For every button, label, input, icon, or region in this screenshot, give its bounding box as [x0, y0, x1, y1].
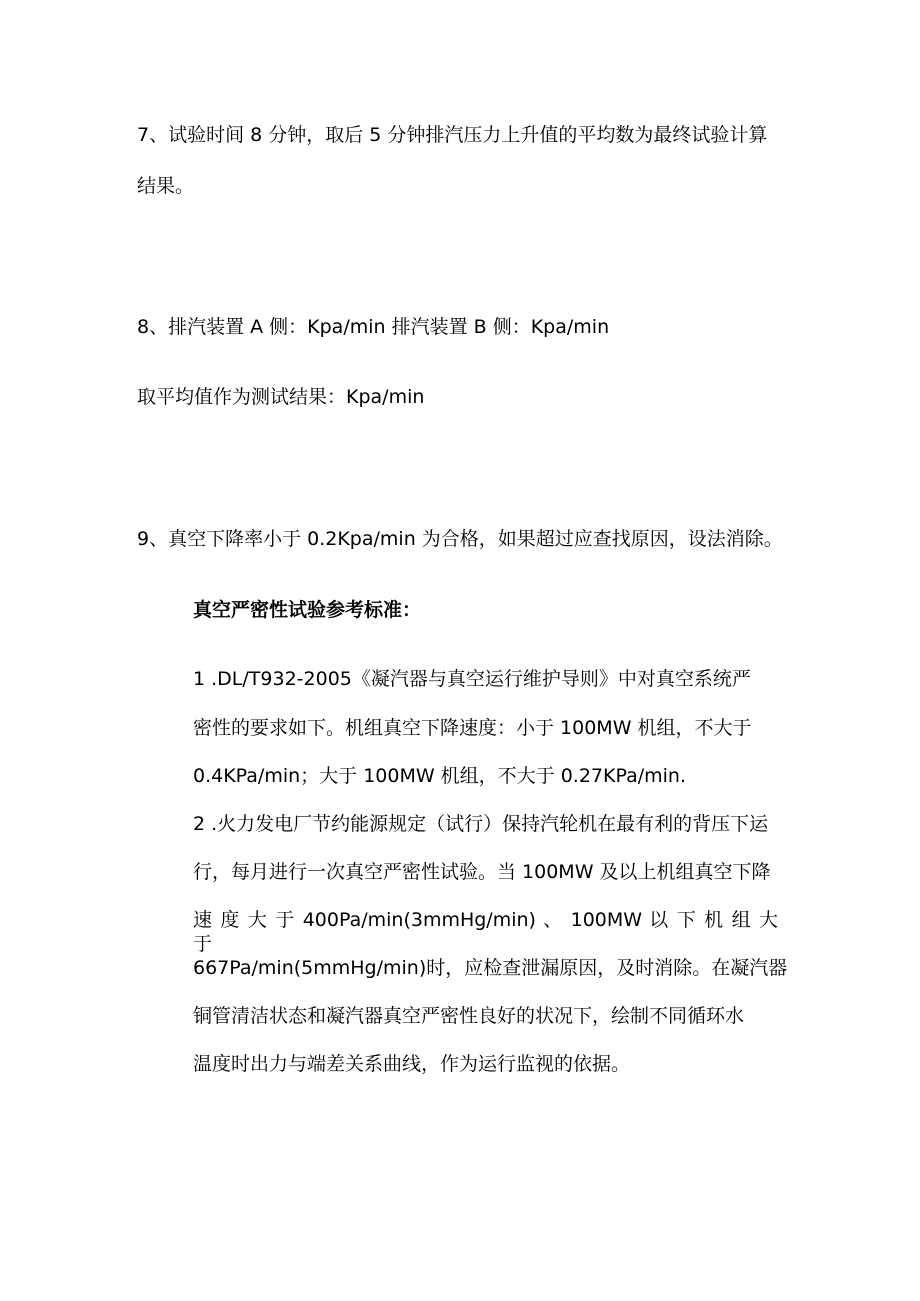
section-7-line-2: 结果。 — [137, 175, 195, 197]
reference-item-2-line-1: 2 .火力发电厂节约能源规定（试行）保持汽轮机在最有利的背压下运 — [193, 813, 769, 835]
reference-item-1-line-1: 1 .DL/T932-2005《凝汽器与真空运行维护导则》中对真空系统严 — [193, 668, 751, 690]
reference-item-2-line-6: 温度时出力与端差关系曲线，作为运行监视的依据。 — [193, 1053, 631, 1075]
section-8-line-2: 取平均值作为测试结果：Kpa/min — [137, 386, 425, 408]
reference-item-2-line-2: 行，每月进行一次真空严密性试验。当 100MW 及以上机组真空下降 — [193, 861, 771, 883]
section-8-line-1: 8、排汽装置 A 侧：Kpa/min 排汽装置 B 侧：Kpa/min — [137, 316, 610, 338]
reference-item-2-line-5: 铜管清洁状态和凝汽器真空严密性良好的状况下，绘制不同循环水 — [193, 1005, 745, 1027]
section-9-line-1: 9、真空下降率小于 0.2Kpa/min 为合格，如果超过应查找原因，设法消除。 — [137, 528, 783, 550]
reference-item-2-line-3: 速 度 大 于 400Pa/min(3mmHg/min) 、 100MW 以 下 机 组 大 于 — [193, 909, 778, 955]
reference-item-1-line-2: 密性的要求如下。机组真空下降速度：小于 100MW 机组，不大于 — [193, 717, 752, 739]
reference-item-2-line-4: 667Pa/min(5mmHg/min)时，应检查泄漏原因，及时消除。在凝汽器 — [193, 957, 788, 979]
reference-heading: 真空严密性试验参考标准： — [193, 599, 422, 621]
reference-item-1-line-3: 0.4KPa/min；大于 100MW 机组，不大于 0.27KPa/min. — [193, 765, 686, 787]
section-7-line-1: 7、试验时间 8 分钟，取后 5 分钟排汽压力上升值的平均数为最终试验计算 — [137, 124, 768, 146]
